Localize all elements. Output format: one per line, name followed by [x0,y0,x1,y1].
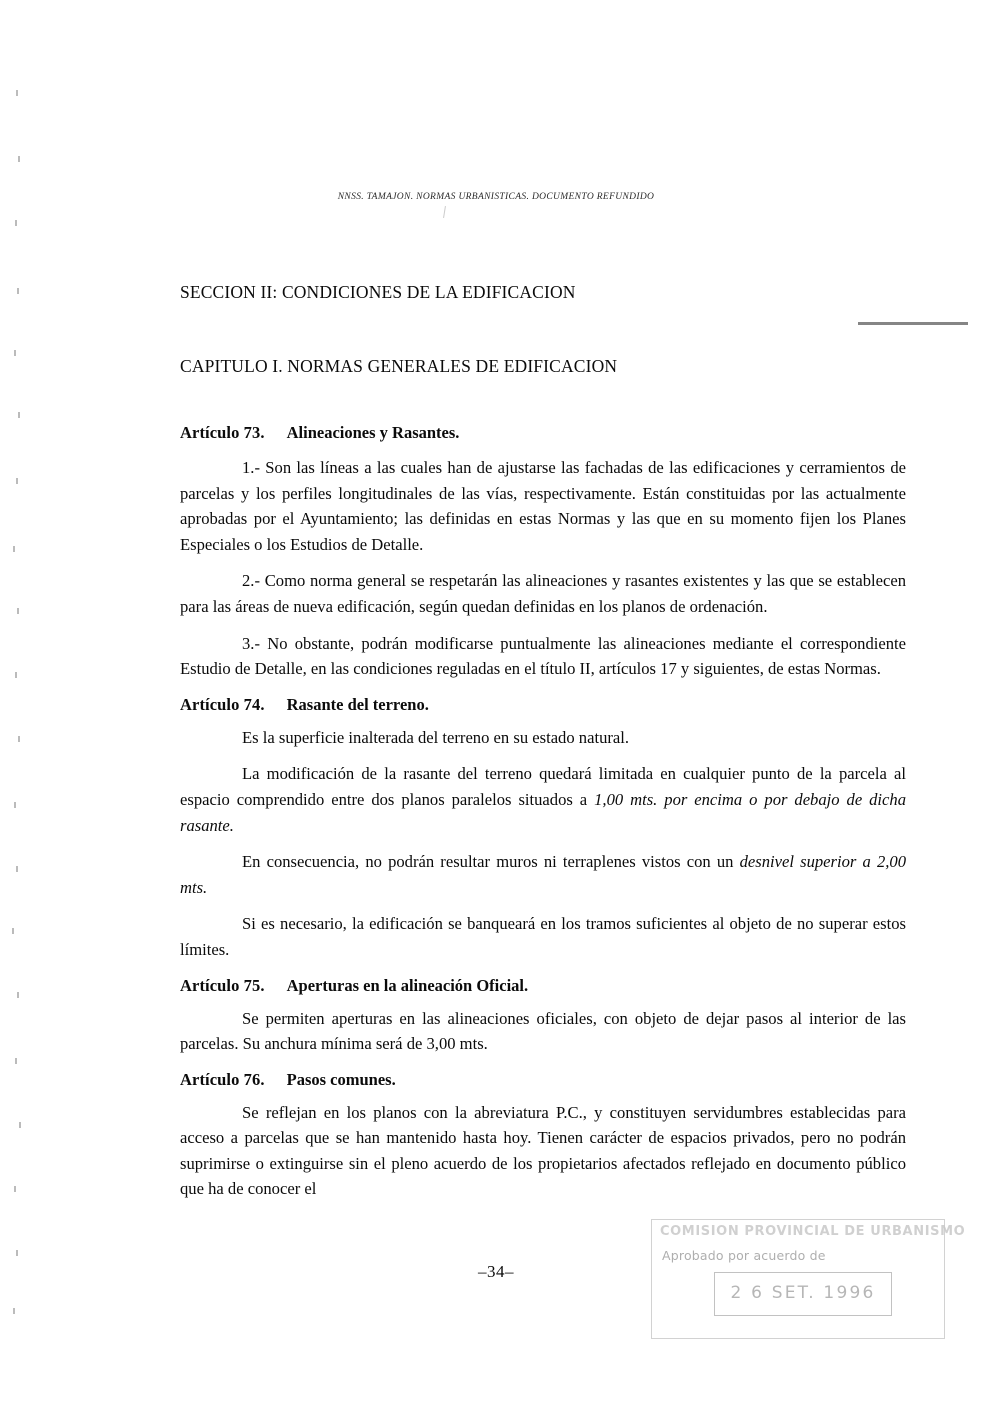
article-76-heading [180,1070,906,1090]
article-75-number: Artículo 75. [180,975,265,995]
scan-artifact-edge-speckles [0,60,26,1360]
page-number: –34– [478,1262,514,1281]
section-title: SECCION II: CONDICIONES DE LA EDIFICACION [180,282,576,302]
stamp-subtitle: Aprobado por acuerdo de [662,1248,826,1263]
article-74-paragraph-3-lead: En consecuencia, no podrán resultar muros ni terraplenes vistos con un [242,852,740,872]
article-73-number: Artículo 73. [180,423,265,442]
running-header: NNSS. TAMAJON. NORMAS URBANISTICAS. DOCUMENTO REFUNDIDO [337,192,655,202]
article-74-heading [180,695,906,715]
article-75-title: Aperturas en la alineación Oficial. [286,975,529,995]
article-74-paragraph-2-emphasis: 1,00 mts. por encima o por debajo de dicha rasante. [180,789,906,835]
stamp-authority-title: COMISION PROVINCIAL DE URBANISMO [660,1224,966,1239]
approval-stamp [651,1219,966,1339]
stamp-date-box [714,1272,892,1316]
article-76-number: Artículo 76. [180,1069,265,1089]
text-column [180,282,906,1202]
article-73-paragraph-1: 1.- Son las líneas a las cuales han de ajustarse las fachadas de las edificaciones y cerramientos de parcelas y los perfiles longitudinales de las vías, respectivamente. Están constituidas por las actualmente aprobadas por el Ayuntamiento; las definidas en estas Normas y las que en su momento fijen los Planes Especiales o los Estudios de Detalle. [180,458,906,554]
article-74-number: Artículo 74. [180,694,265,714]
article-73-heading [180,423,906,443]
article-74-paragraph-2 [180,761,906,838]
article-76-title: Pasos comunes. [286,1069,396,1089]
article-75-paragraph-1: Se permiten aperturas en las alineaciones oficiales, con objeto de dejar pasos al interior de las parcelas. Su anchura mínima será de 3,00 mts. [180,1008,906,1054]
article-74-paragraph-1: Es la superficie inalterada del terreno en su estado natural. [242,727,630,747]
article-74-paragraph-2-lead: La modificación de la rasante del terreno quedará limitada en cualquier punto de la parcela al espacio comprendido entre dos planos paralelos situados a [180,764,906,809]
article-74-title: Rasante del terreno. [286,694,429,714]
article-74-paragraph-3-emphasis: desnivel superior a 2,00 mts. [180,852,906,897]
article-73-paragraph-3: 3.- No obstante, podrán modificarse puntualmente las alineaciones mediante el correspondiente Estudio de Detalle, en las condiciones reguladas en el título II, artículos 17 y siguientes, de estas Normas. [180,633,906,679]
article-75-heading [180,976,906,996]
scan-artifact-tick [443,206,446,218]
article-74-paragraph-4: Si es necesario, la edificación se banqueará en los tramos suficientes al objeto de no superar estos límites. [180,914,906,959]
article-74-paragraph-3 [180,849,906,900]
article-73-title: Alineaciones y Rasantes. [286,423,460,442]
article-76-paragraph-1: Se reflejan en los planos con la abreviatura P.C., y constituyen servidumbres establecidas para acceso a parcelas que se han mantenido hasta hoy. Tienen carácter de espacios privados, pero no podrán suprimirse o extinguirse sin el pleno acuerdo de los propietarios afectados reflejado en documento público que ha de conocer el [180,1102,906,1199]
article-73-paragraph-2: 2.- Como norma general se respetarán las alineaciones y rasantes existentes y las que se establecen para las áreas de nueva edificación, según quedan definidas en los planos de ordenación. [180,571,906,616]
stamp-date: 2 6 SET. 1996 [730,1283,876,1303]
chapter-title: CAPITULO I. NORMAS GENERALES DE EDIFICACION [180,356,618,376]
